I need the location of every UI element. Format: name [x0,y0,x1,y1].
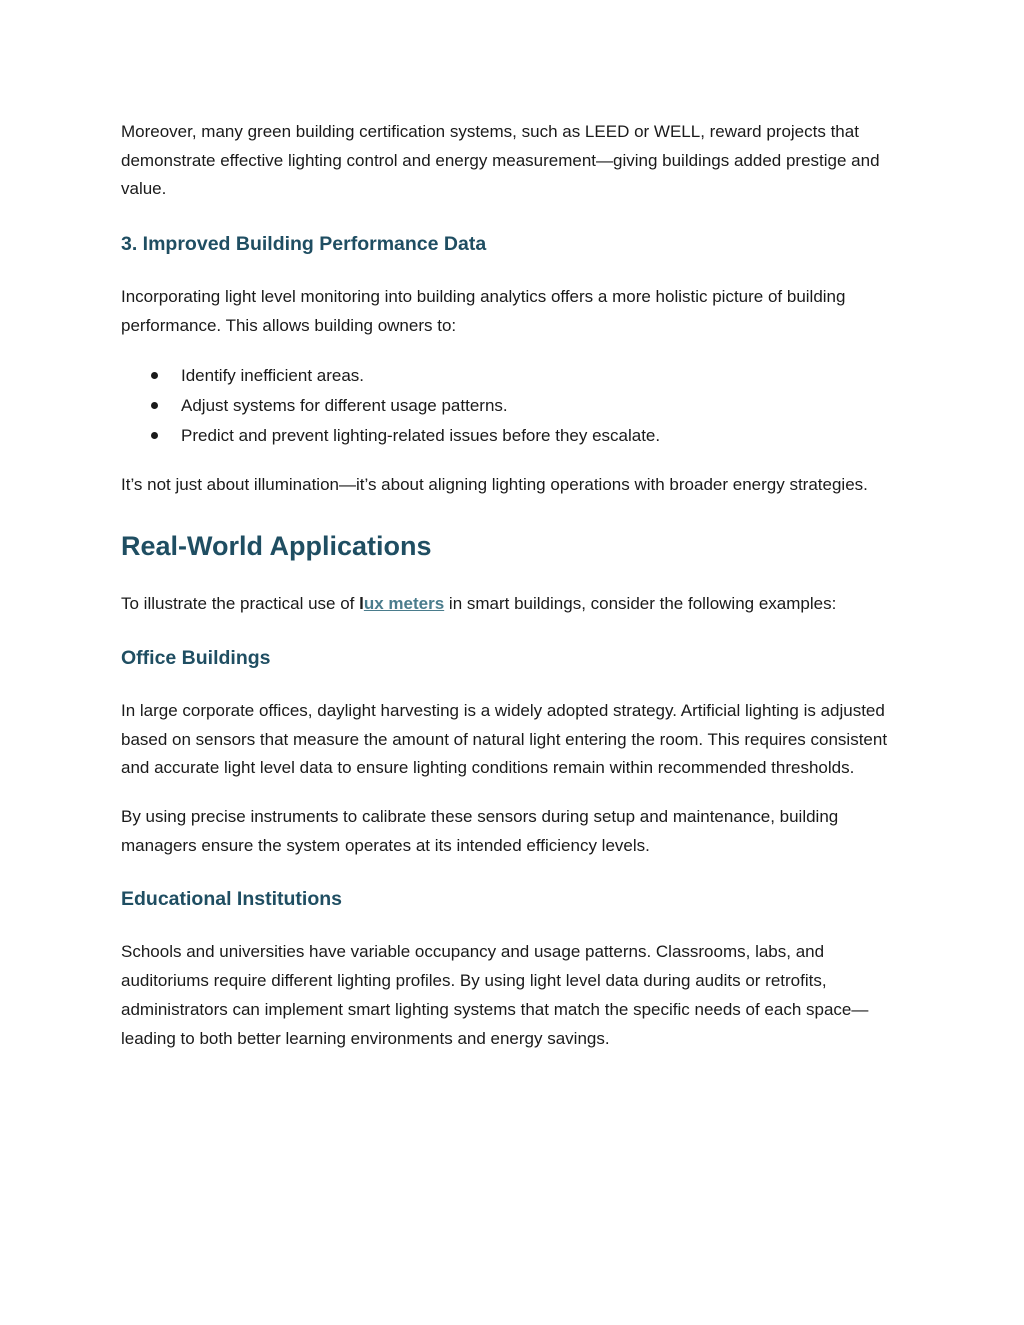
performance-heading: 3. Improved Building Performance Data [121,233,487,256]
applications-intro-after: in smart buildings, consider the following examples: [444,594,837,614]
lux-link-prefix: l [359,594,364,614]
education-heading: Educational Institutions [121,888,343,911]
lux-meters-link[interactable]: ux meters [363,594,445,614]
performance-paragraph: Incorporating light level monitoring into building analytics offers a more holistic picture of building performance. This allows building owners to: [121,287,846,335]
bullet-text: Adjust systems for different usage patterns. [181,395,508,415]
applications-intro-before: To illustrate the practical use of [121,594,360,614]
bullet-text: Predict and prevent lighting-related issues before they escalate. [181,425,661,445]
applications-intro-paragraph [121,590,911,619]
office-paragraph-1: In large corporate offices, daylight harvesting is a widely adopted strategy. Artificial lighting is adjusted based on sensors that measure the amount of natural light entering the room. This requires consistent and accurate light level data to ensure lighting conditions remain within recommended thresholds. [121,700,888,778]
office-heading: Office Buildings [121,646,271,669]
bullet-icon [151,372,158,379]
bullet-icon [151,432,158,439]
office-paragraph-2: By using precise instruments to calibrate these sensors during setup and maintenance, building managers ensure the system operates at its intended efficiency levels. [121,807,839,855]
education-paragraph: Schools and universities have variable occupancy and usage patterns. Classrooms, labs, and auditoriums require different lighting profiles. By using light level data during audits or retrofits, administrators can implement smart lighting systems that match the specific needs of each space—leading to both better learning environments and energy savings. [121,942,869,1048]
bullet-text: Identify inefficient areas. [181,365,365,385]
performance-closing-paragraph: It’s not just about illumination—it’s about aligning lighting operations with broader energy strategies. [121,474,868,494]
bullet-item [121,421,911,451]
intro-paragraph: Moreover, many green building certification systems, such as LEED or WELL, reward projects that demonstrate effective lighting control and energy measurement—giving buildings added prestige and value. [121,122,880,199]
applications-heading: Real-World Applications [121,531,432,562]
bullet-icon [151,402,158,409]
performance-bullet-list [121,361,911,451]
bullet-item [121,361,911,391]
bullet-item [121,391,911,421]
document-page [121,118,911,1053]
